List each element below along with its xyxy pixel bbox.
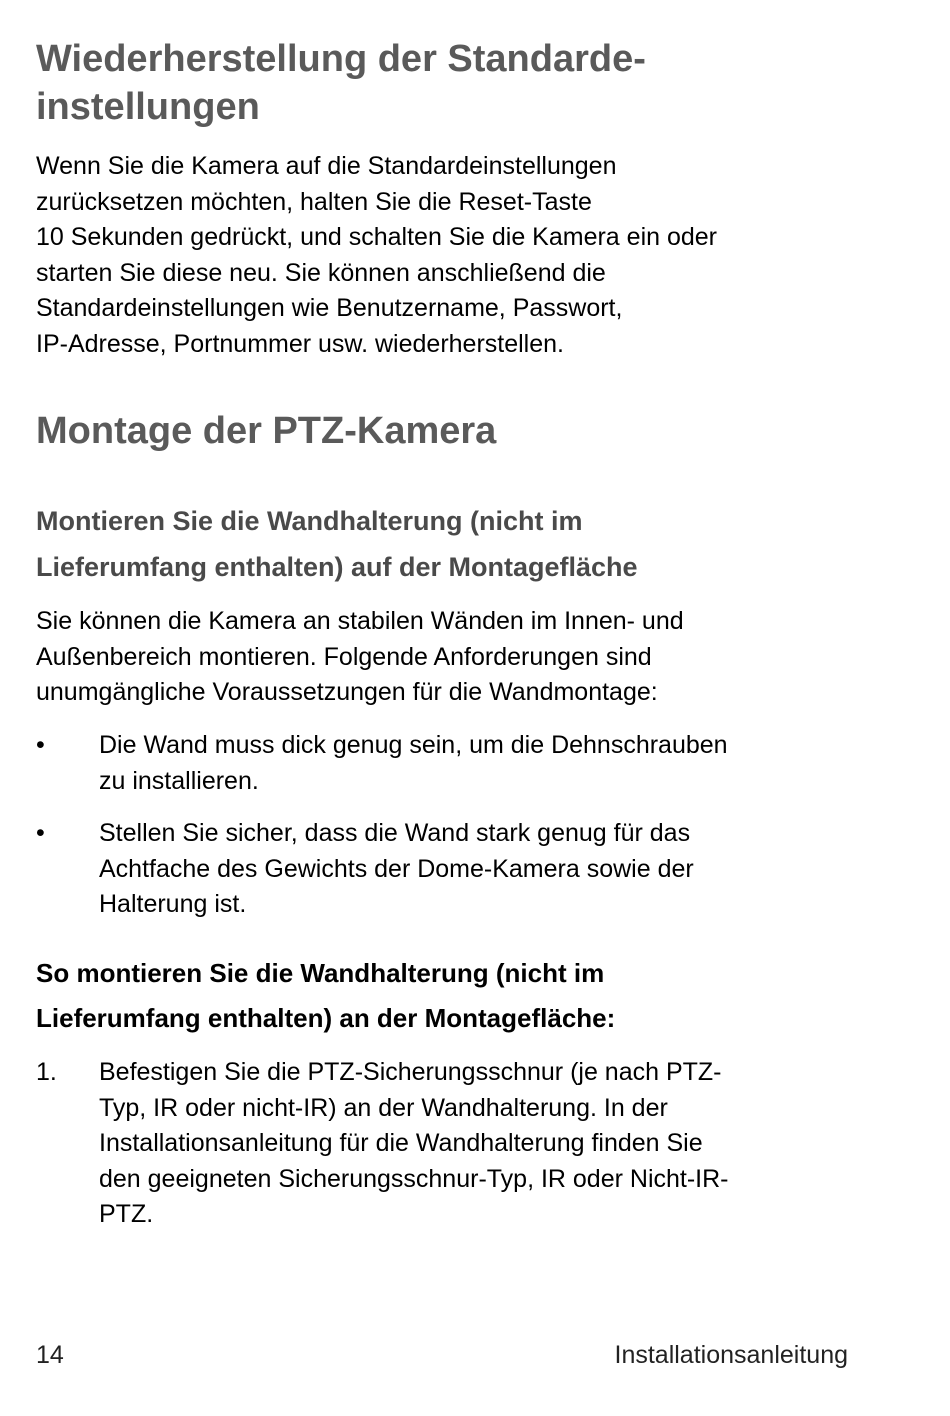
step-line: Typ, IR oder nicht-IR) an der Wandhalterung. In der [99,1093,668,1122]
bullet-text [99,816,694,923]
step-text [99,1055,729,1233]
bullet-marker: • [36,819,45,847]
section-title-reset [36,35,646,131]
subheading-line: Lieferumfang enthalten) auf der Montagefläche [36,552,638,582]
step-line: Installationsanleitung für die Wandhalterung finden Sie [99,1129,703,1157]
paragraph-line: unumgängliche Voraussetzungen für die Wandmontage: [36,678,658,706]
section-title-mounting: Montage der PTZ-Kamera [36,410,497,452]
paragraph-line: zurücksetzen möchten, halten Sie die Reset-Taste [36,187,592,216]
mounting-intro-paragraph [36,604,684,711]
subheading-line: Montieren Sie die Wandhalterung (nicht im [36,506,583,536]
procedure-heading-line: Lieferumfang enthalten) an der Montagefläche: [36,1003,616,1033]
procedure-heading [36,951,615,1041]
bullet-text [99,728,728,799]
title-line: instellungen [36,86,260,128]
bullet-line: zu installieren. [99,766,259,795]
reset-paragraph [36,149,717,362]
paragraph-line: Außenbereich montieren. Folgende Anforderungen sind [36,642,652,671]
paragraph-line: Sie können die Kamera an stabilen Wänden im Innen- und [36,607,684,635]
bullet-line: Stellen Sie sicher, dass die Wand stark genug für das [99,819,691,847]
paragraph-line: Wenn Sie die Kamera auf die Standardeinstellungen [36,152,617,180]
page-number: 14 [36,1341,64,1369]
bullet-line: Die Wand muss dick genug sein, um die Dehnschrauben [99,731,728,759]
paragraph-line: 10 Sekunden gedrückt, und schalten Sie die Kamera ein oder [36,223,718,251]
step-line: PTZ. [99,1200,154,1228]
bullet-line: Halterung ist. [99,890,247,918]
step-number: 1. [36,1058,57,1086]
bullet-line: Achtfache des Gewichts der Dome-Kamera sowie der [99,854,694,883]
bullet-marker: • [36,731,45,759]
paragraph-line: IP-Adresse, Portnummer usw. wiederherstellen. [36,329,564,358]
step-line: den geeigneten Sicherungsschnur-Typ, IR oder Nicht-IR- [99,1164,729,1193]
subheading-wall-mount [36,498,638,590]
footer-document-title: Installationsanleitung [614,1341,848,1369]
title-line: Wiederherstellung der Standarde- [36,38,646,80]
paragraph-line: starten Sie diese neu. Sie können anschließend die [36,258,606,287]
paragraph-line: Standardeinstellungen wie Benutzername, Passwort, [36,294,623,322]
procedure-heading-line: So montieren Sie die Wandhalterung (nicht im [36,958,605,988]
step-line: Befestigen Sie die PTZ-Sicherungsschnur (je nach PTZ- [99,1058,722,1086]
